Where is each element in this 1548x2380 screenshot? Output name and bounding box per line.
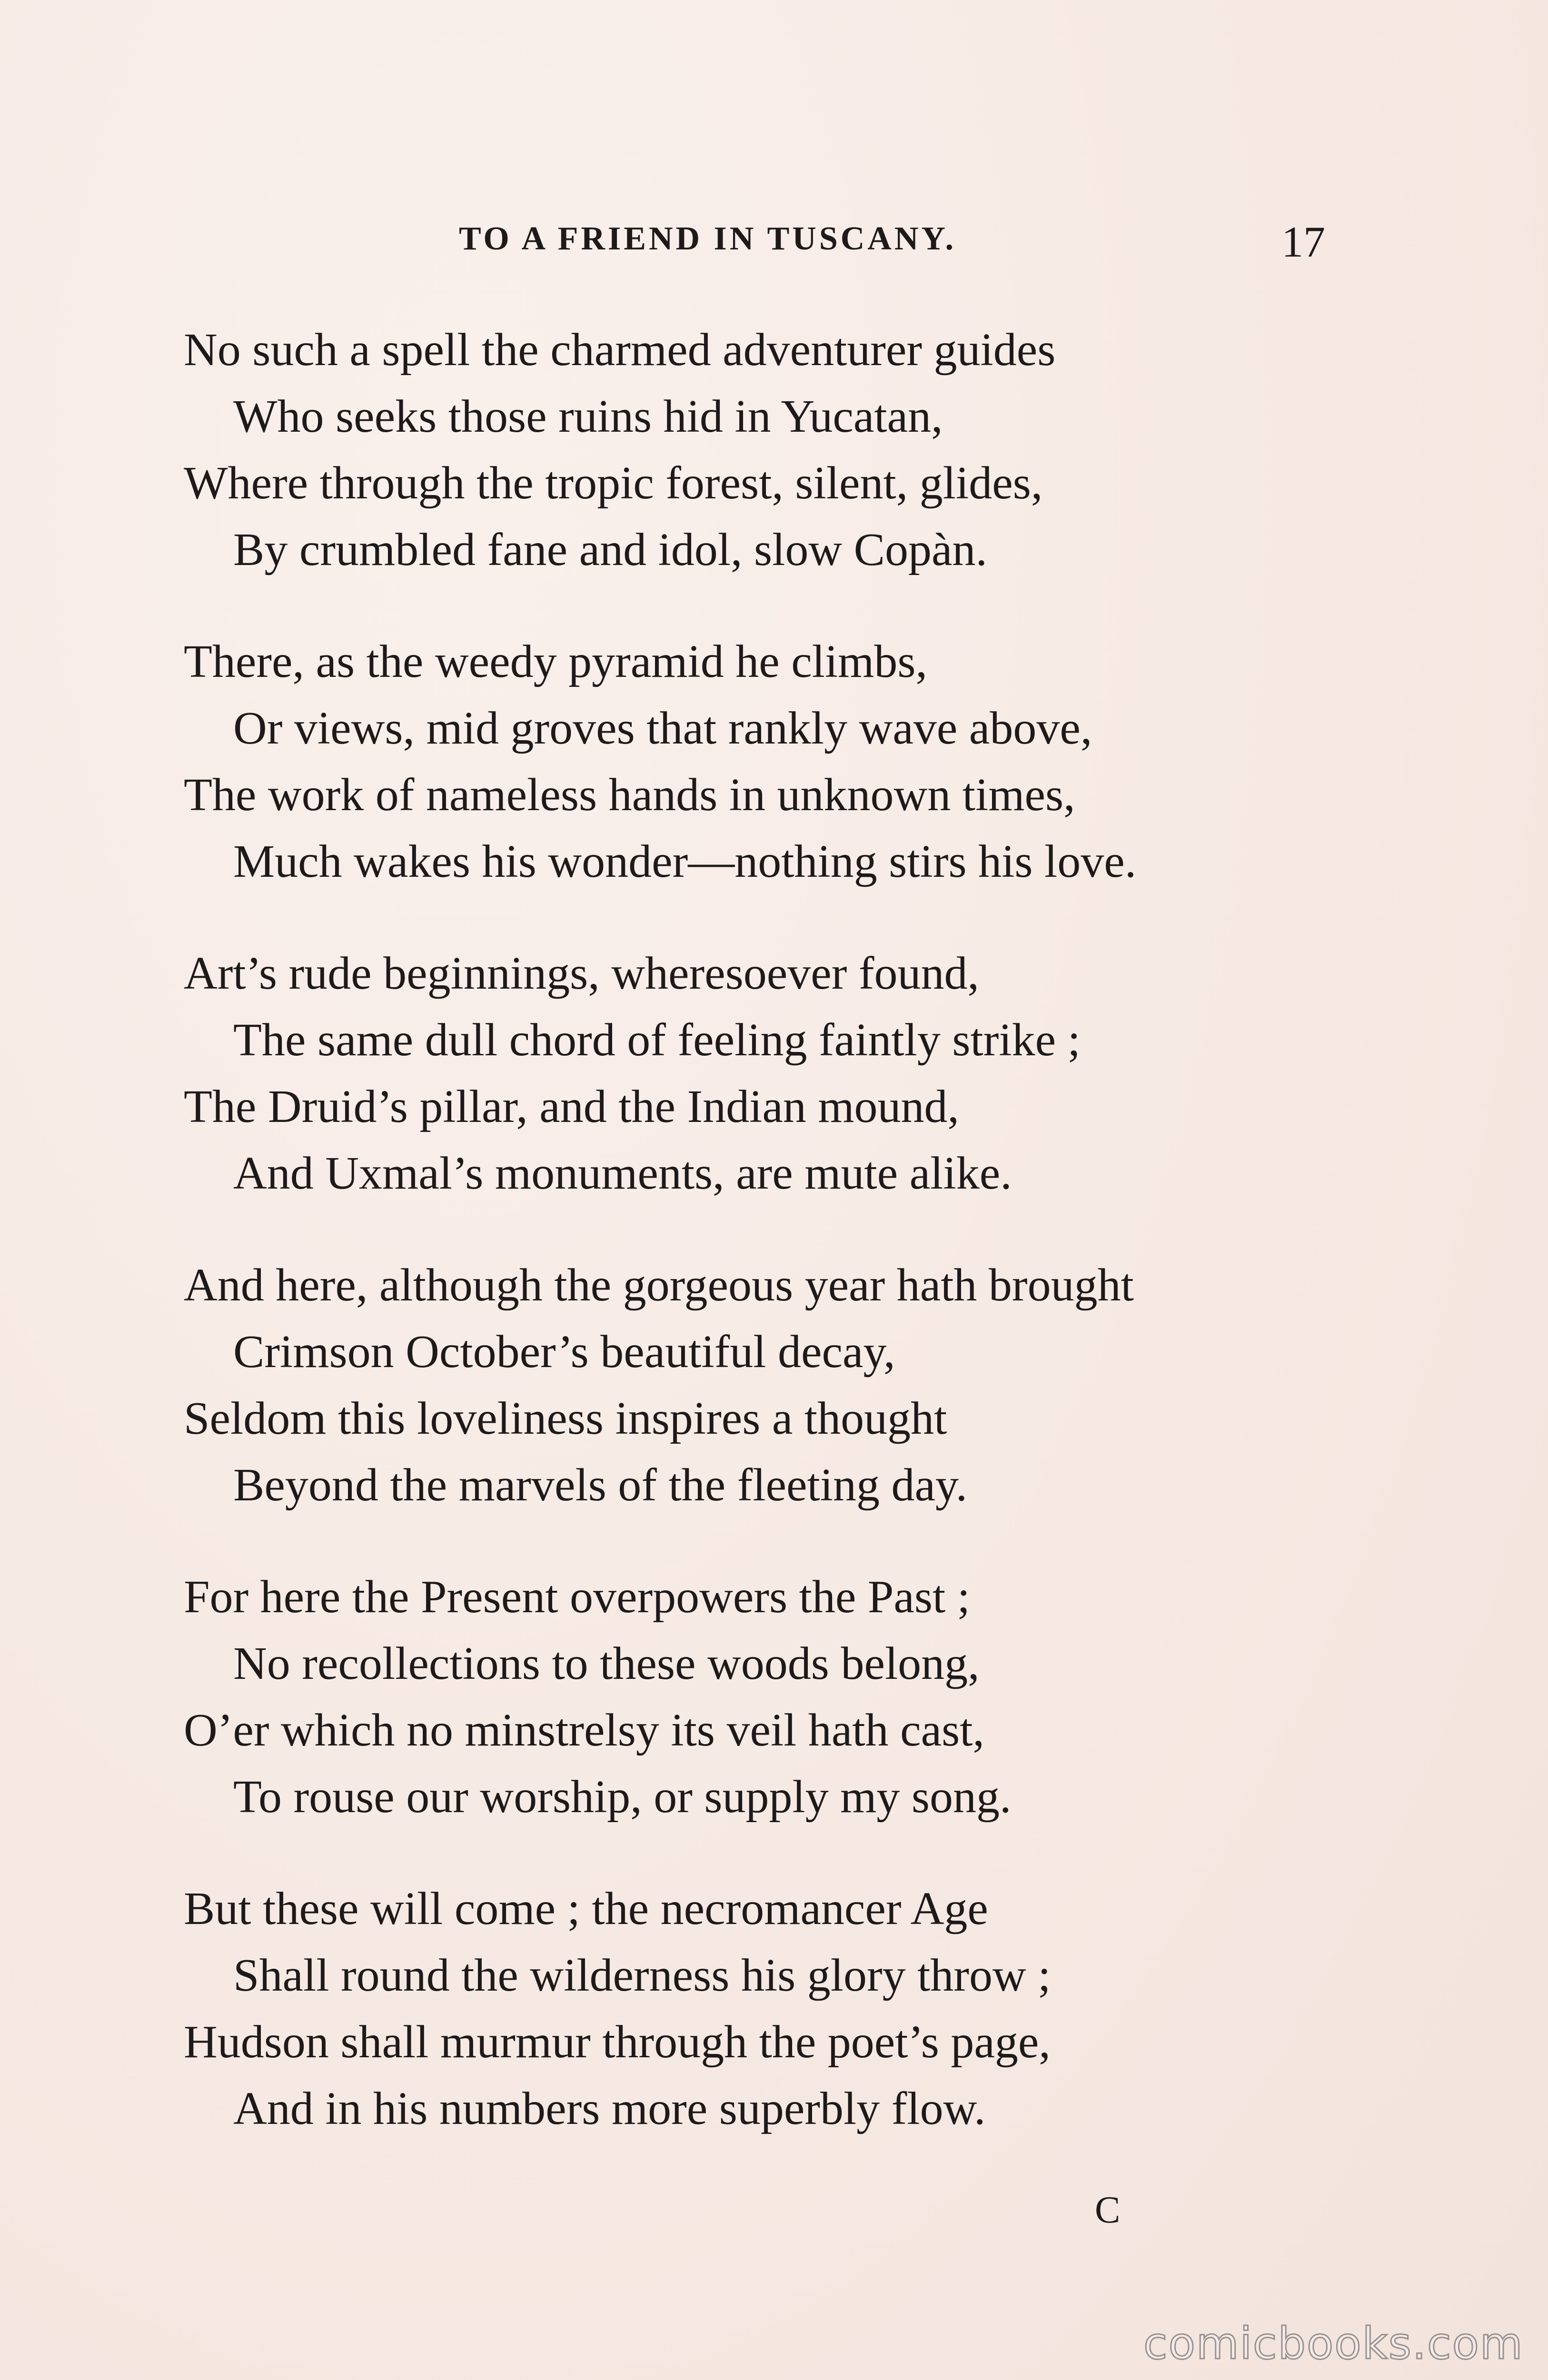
poem-line: There, as the weedy pyramid he climbs, — [184, 636, 928, 687]
poem-line: The work of nameless hands in unknown times, — [184, 769, 1075, 821]
poem-line: And Uxmal’s monuments, are mute alike. — [233, 1148, 1012, 1199]
poem-body — [184, 317, 1326, 2187]
stanza-5 — [184, 1564, 1326, 1830]
poem-line: But these will come ; the necromancer Age — [184, 1883, 988, 1934]
poem-line: Art’s rude beginnings, wheresoever found, — [184, 948, 980, 999]
running-title: TO A FRIEND IN TUSCANY. — [459, 220, 957, 257]
signature-mark: C — [1095, 2189, 1121, 2231]
poem-line: For here the Present overpowers the Past ; — [184, 1571, 970, 1623]
poem-line: The Druid’s pillar, and the Indian mound, — [184, 1081, 960, 1132]
poem-line: Much wakes his wonder—nothing stirs his love. — [233, 836, 1137, 887]
poem-line: Shall round the wilderness his glory throw ; — [233, 1950, 1051, 2001]
poem-line: The same dull chord of feeling faintly strike ; — [233, 1014, 1081, 1066]
poem-line: Or views, mid groves that rankly wave above, — [233, 703, 1092, 754]
poem-line: Seldom this loveliness inspires a thought — [184, 1393, 947, 1444]
poem-line: Beyond the marvels of the fleeting day. — [233, 1459, 968, 1511]
poem-line: Crimson October’s beautiful decay, — [233, 1326, 895, 1378]
poem-line: No such a spell the charmed adventurer guides — [184, 324, 1056, 376]
poem-line: Where through the tropic forest, silent, glides, — [184, 457, 1043, 509]
stanza-4 — [184, 1252, 1326, 1518]
poem-line: O’er which no minstrelsy its veil hath cast, — [184, 1705, 984, 1756]
page-number: 17 — [1281, 218, 1325, 266]
stanza-2 — [184, 628, 1326, 895]
poem-line: And here, although the gorgeous year hath brought — [184, 1259, 1134, 1311]
watermark-text: comicbooks.com — [1143, 2318, 1524, 2369]
stanza-1 — [184, 317, 1326, 583]
poem-line: By crumbled fane and idol, slow Copàn. — [233, 524, 988, 575]
poem-line: No recollections to these woods belong, — [233, 1638, 980, 1689]
poem-line: To rouse our worship, or supply my song. — [233, 1771, 1012, 1823]
poem-line: Who seeks those ruins hid in Yucatan, — [233, 391, 943, 442]
stanza-3 — [184, 940, 1326, 1207]
poem-line: Hudson shall murmur through the poet’s page, — [184, 2016, 1051, 2068]
stanza-6 — [184, 1875, 1326, 2142]
poem-line: And in his numbers more superbly flow. — [233, 2083, 986, 2134]
